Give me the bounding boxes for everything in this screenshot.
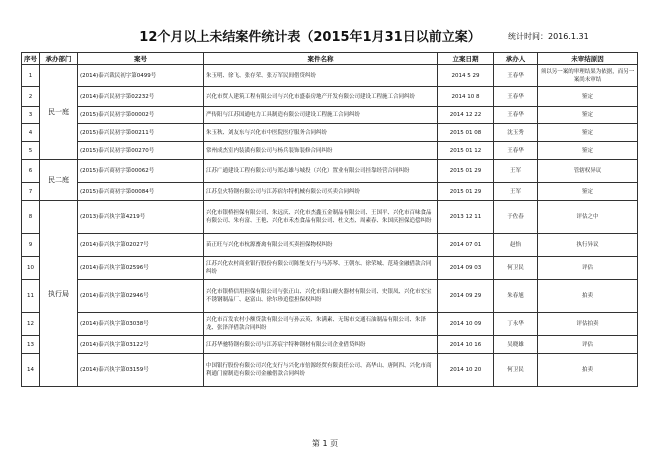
header-case-no: 案号 [78,53,204,65]
reason: 拍卖 [538,280,638,313]
case-number: (2014)泰兴执字第03122号 [78,336,204,354]
reason: 鉴定 [538,87,638,107]
case-number: (2015)泰兴民初字第00211号 [78,124,204,142]
table-row [22,107,638,124]
row-no: 6 [22,160,40,183]
table-row [22,142,638,160]
table-row [22,201,638,234]
table-row [22,280,638,313]
filing-date: 2015 01 12 [438,142,494,160]
table-row [22,160,638,183]
header-row [22,53,638,65]
judge: 王军 [494,183,538,201]
table-row [22,336,638,354]
filing-date: 2014 10 8 [438,87,494,107]
case-name: 苗正旺与兴化市杭源畜禽有限公司买卖担保物权纠纷 [204,234,438,257]
header-judge: 承办人 [494,53,538,65]
case-name: 兴化市银桥信用担保有限公司与张正山、兴化市阳山耐火器材有限公司、史银凤、兴化市宏宝不锈钢制品厂、赵富山、徐尔珍追偿担保权纠纷 [204,280,438,313]
header-case-name: 案件名称 [204,53,438,65]
judge: 沈玉秀 [494,124,538,142]
table-row [22,354,638,387]
filing-date: 2014 09 29 [438,280,494,313]
filing-date: 2014 12 22 [438,107,494,124]
filing-date: 2015 01 29 [438,160,494,183]
header-no: 序号 [22,53,40,65]
case-number: (2014)泰兴执字第02596号 [78,257,204,280]
case-name: 朱玉秋、刘友东与兴化市中医院医疗服务合同纠纷 [204,124,438,142]
case-number: (2015)泰兴商初字第00062号 [78,160,204,183]
table-row [22,183,638,201]
case-number: (2014)泰兴执字第02027号 [78,234,204,257]
case-number: (2014)泰兴执字第02946号 [78,280,204,313]
case-name: 江苏广通建设工程有限公司与郑志雄与城投（兴化）置业有限公司挂靠经营合同纠纷 [204,160,438,183]
judge: 于佐春 [494,201,538,234]
judge: 吴晓雄 [494,336,538,354]
judge: 王军 [494,160,538,183]
case-number: (2013)泰兴执字第4219号 [78,201,204,234]
table-row [22,257,638,280]
case-name: 江苏兴化农村商业银行股份有限公司陈堡支行与马苏琴、王朝东、徐荣城、范琦金融借款合同纠纷 [204,257,438,280]
table-row [22,313,638,336]
case-name: 中国银行股份有限公司兴化支行与兴化市倍源经贸有限责任公司、高华山、唐阿四、兴化市商利通门窗制造有限公司金融借款合同纠纷 [204,354,438,387]
table-row [22,65,638,87]
case-number: (2015)泰兴商初字第00084号 [78,183,204,201]
reason: 管辖权异议 [538,160,638,183]
case-number: (2014)泰兴裁民初字第0499号 [78,65,204,87]
reason: 鉴定 [538,124,638,142]
case-number: (2014)泰兴执字第03159号 [78,354,204,387]
row-no: 8 [22,201,40,234]
case-name: 江苏皇火特钢有限公司与江苏宿尔特机械有限公司买卖合同纠纷 [204,183,438,201]
judge: 王春华 [494,107,538,124]
table-row [22,234,638,257]
row-no: 3 [22,107,40,124]
dept-cell: 民一庭 [40,65,78,160]
filing-date: 2014 10 09 [438,313,494,336]
judge: 赵怡 [494,234,538,257]
filing-date: 2014 07 01 [438,234,494,257]
dept-cell: 执行局 [40,201,78,387]
page-footer: 第 1 页 [311,439,339,448]
case-number: (2015)泰兴民初字第00002号 [78,107,204,124]
case-name: 江苏华驰特钢有限公司与江苏宸宇特种钢材有限公司企业借贷纠纷 [204,336,438,354]
row-no: 2 [22,87,40,107]
case-number: (2015)泰兴民初字第00270号 [78,142,204,160]
filing-date: 2015 01 29 [438,183,494,201]
case-number: (2014)泰兴执字第03038号 [78,313,204,336]
row-no: 9 [22,234,40,257]
row-no: 14 [22,354,40,387]
row-no: 4 [22,124,40,142]
reason: 鉴定 [538,183,638,201]
header-dept: 承办部门 [40,53,78,65]
reason: 评估拍卖 [538,313,638,336]
filing-date: 2014 5 29 [438,65,494,87]
case-name: 严传阳与江苏国通电力工具制造有限公司建设工程施工合同纠纷 [204,107,438,124]
case-name: 兴化市银桥担保有限公司、朱远庆、兴化市杰鑫五金制品有限公司、王国平、兴化市百味食品有限公司、朱有富、王艳、兴化市禾杰食品有限公司、杜文杰、周素春、朱国庆担保追偿纠纷 [204,201,438,234]
judge: 王春华 [494,142,538,160]
reason: 鉴定 [538,142,638,160]
table-row [22,124,638,142]
row-no: 11 [22,280,40,313]
reason: 评估 [538,257,638,280]
dept-cell: 民二庭 [40,160,78,201]
judge: 丁永华 [494,313,538,336]
row-no: 1 [22,65,40,87]
reason: 拍卖 [538,354,638,387]
row-no: 5 [22,142,40,160]
judge: 何卫民 [494,257,538,280]
case-name: 兴化市百发农村小额贷款有限公司与孙云英、朱满素、无锡市交通石油制品有限公司、朱泽龙、张泽洋借款合同纠纷 [204,313,438,336]
row-no: 7 [22,183,40,201]
case-table [21,52,638,387]
reason: 须以另一案的审理结果为依据，而另一案尚未审结 [538,65,638,87]
judge: 王春华 [494,87,538,107]
filing-date: 2013 12 11 [438,201,494,234]
case-name: 常州成杰室内装潢有限公司与杨兵装饰装修合同纠纷 [204,142,438,160]
reason: 鉴定 [538,107,638,124]
reason: 评估 [538,336,638,354]
row-no: 13 [22,336,40,354]
case-name: 兴化市贸人建筑工程有限公司与兴化市盛泰房地产开发有限公司建设工程施工合同纠纷 [204,87,438,107]
header-date: 立案日期 [438,53,494,65]
judge: 王春华 [494,65,538,87]
judge: 何卫民 [494,354,538,387]
page-title: 12个月以上未结案件统计表（2015年1月31日以前立案） [139,30,481,45]
table-row [22,87,638,107]
row-no: 12 [22,313,40,336]
case-number: (2014)泰兴民初字第02232号 [78,87,204,107]
row-no: 10 [22,257,40,280]
stat-time: 统计时间：2016.1.31 [508,32,589,41]
filing-date: 2015 01 08 [438,124,494,142]
reason: 评估之中 [538,201,638,234]
judge: 朱春旭 [494,280,538,313]
filing-date: 2014 09 03 [438,257,494,280]
filing-date: 2014 10 16 [438,336,494,354]
reason: 执行异议 [538,234,638,257]
case-name: 朱玉明、徐飞、张存荣、张万军民间借贷纠纷 [204,65,438,87]
filing-date: 2014 10 20 [438,354,494,387]
header-reason: 未审结原因 [538,53,638,65]
